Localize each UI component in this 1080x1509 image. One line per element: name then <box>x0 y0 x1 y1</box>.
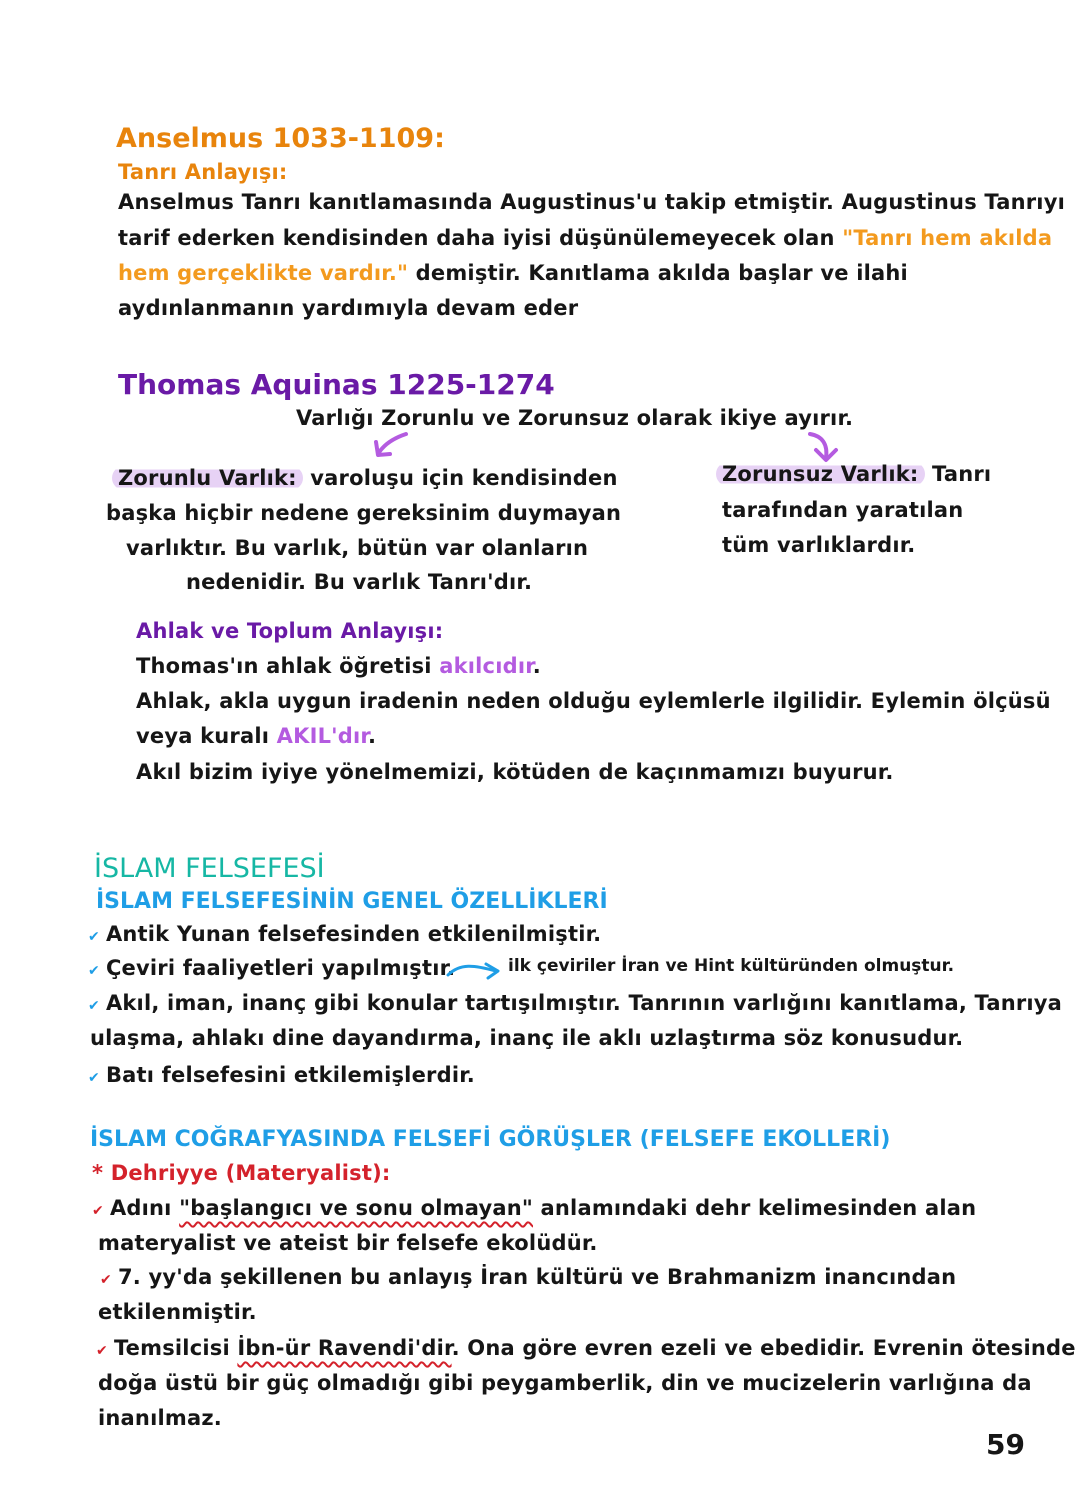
dehriyye-bullet-3 <box>96 1336 1076 1360</box>
zorunlu-line1 <box>112 466 618 490</box>
zorunsuz-label: Zorunsuz Varlık: <box>716 462 925 486</box>
islam-b1-text: Antik Yunan felsefesinden etkilenilmiştir. <box>105 922 602 946</box>
anselmus-quote-start: "Tanrı hem akılda <box>842 226 1053 250</box>
anselmus-title: Anselmus 1033-1109: <box>116 123 445 154</box>
anselmus-line3 <box>118 261 908 285</box>
dehriyye-bullet-3-cont2: inanılmaz. <box>98 1406 222 1430</box>
zorunlu-line4: nedenidir. Bu varlık Tanrı'dır. <box>186 570 533 594</box>
dehriyye-bullet-1-cont: materyalist ve ateist bir felsefe ekolüdür. <box>98 1231 598 1255</box>
anselmus-subtitle: Tanrı Anlayışı: <box>118 160 288 184</box>
ahlak-line3-text: veya kuralı <box>136 724 277 748</box>
aquinas-title: Thomas Aquinas 1225-1274 <box>118 368 555 401</box>
d3-text-a: Temsilcisi <box>113 1336 238 1360</box>
islam-b2-note: ilk çeviriler İran ve Hint kültüründen olmuştur. <box>508 956 955 976</box>
aquinas-intro: Varlığı Zorunlu ve Zorunsuz olarak ikiye ayırır. <box>296 406 854 430</box>
zorunlu-line2: başka hiçbir nedene gereksinim duymayan <box>106 501 622 525</box>
dehriyye-bullet-2 <box>100 1265 956 1289</box>
arrow-right-icon <box>806 430 846 464</box>
anselmus-line2-text: tarif ederken kendisinden daha iyisi düşünülemeyecek olan <box>118 226 843 250</box>
zorunlu-line3: varlıktır. Bu varlık, bütün var olanların <box>126 536 589 560</box>
zorunlu-text1: varoluşu için kendisinden <box>302 466 618 490</box>
zorunsuz-text1: Tanrı <box>924 462 992 486</box>
check-icon: ✔ <box>88 1070 100 1086</box>
page-number: 59 <box>986 1428 1025 1461</box>
d1-quote: "başlangıcı ve sonu olmayan" <box>179 1196 534 1220</box>
dehriyye-bullet-3-cont: doğa üstü bir güç olmadığı gibi peygamberlik, din ve mucizelerin varlığına da <box>98 1371 1032 1395</box>
islam-bullet-3-cont: ulaşma, ahlakı dine dayandırma, inanç ile aklı uzlaştırma söz konusudur. <box>90 1026 964 1050</box>
zorunsuz-line2: tarafından yaratılan <box>722 498 964 522</box>
ahlak-line1-text: Thomas'ın ahlak öğretisi <box>136 654 440 678</box>
check-icon: ✔ <box>92 1203 104 1219</box>
anselmus-line3-text: demiştir. Kanıtlama akılda başlar ve ilahi <box>408 261 908 285</box>
ahlak-line2: Ahlak, akla uygun iradenin neden olduğu eylemlerle ilgilidir. Eylemin ölçüsü <box>136 689 1051 713</box>
anselmus-quote-end: hem gerçeklikte vardır." <box>118 261 409 285</box>
ahlak-title: Ahlak ve Toplum Anlayışı: <box>136 619 444 643</box>
check-icon: ✔ <box>88 998 100 1014</box>
d3-ravendi: İbn-ür Ravendi'dir <box>237 1336 452 1360</box>
ahlak-line1-end: . <box>532 654 541 678</box>
check-icon: ✔ <box>96 1343 108 1359</box>
islam-bullet-1 <box>88 922 601 946</box>
ekoller-title: İSLAM COĞRAFYASINDA FELSEFİ GÖRÜŞLER (FELSEFE EKOLLERİ) <box>90 1127 891 1152</box>
ahlak-line4: Akıl bizim iyiye yönelmemizi, kötüden de kaçınmamızı buyurur. <box>136 760 894 784</box>
islam-title: İSLAM FELSEFESİ <box>94 853 325 884</box>
islam-subtitle: İSLAM FELSEFESİNİN GENEL ÖZELLİKLERİ <box>96 889 608 914</box>
ahlak-line3-end: . <box>368 724 377 748</box>
check-icon: ✔ <box>100 1272 112 1288</box>
ahlak-line1 <box>136 654 541 678</box>
ahlak-akil: AKIL'dır <box>276 724 368 748</box>
islam-b4-text: Batı felsefesini etkilemişlerdir. <box>105 1063 475 1087</box>
d1-text-c: anlamındaki dehr kelimesinden alan <box>533 1196 977 1220</box>
zorunsuz-line3: tüm varlıklardır. <box>722 533 916 557</box>
islam-bullet-2 <box>88 956 455 980</box>
islam-bullet-3 <box>88 991 1062 1015</box>
islam-b3-text: Akıl, iman, inanç gibi konular tartışılmıştır. Tanrının varlığını kanıtlama, Tanrıya <box>105 991 1063 1015</box>
anselmus-line2 <box>118 226 1052 250</box>
ahlak-line3 <box>136 724 376 748</box>
check-icon: ✔ <box>88 963 100 979</box>
zorunsuz-line1 <box>716 462 991 486</box>
zorunlu-label: Zorunlu Varlık: <box>112 466 303 490</box>
d2-text: 7. yy'da şekillenen bu anlayış İran kültürü ve Brahmanizm inancından <box>117 1265 957 1289</box>
ahlak-akilci: akılcıdır <box>439 654 533 678</box>
anselmus-line1: Anselmus Tanrı kanıtlamasında Augustinus'u takip etmiştir. Augustinus Tanrıyı <box>118 190 1065 214</box>
check-icon: ✔ <box>88 929 100 945</box>
d1-text-a: Adını <box>109 1196 180 1220</box>
dehriyye-bullet-2-cont: etkilenmiştir. <box>98 1300 257 1324</box>
islam-b2-text: Çeviri faaliyetleri yapılmıştır. <box>105 956 456 980</box>
islam-bullet-4 <box>88 1063 475 1087</box>
anselmus-line4: aydınlanmanın yardımıyla devam eder <box>118 296 579 320</box>
dehriyye-bullet-1 <box>92 1196 976 1220</box>
arrow-left-icon <box>372 430 412 460</box>
arrow-right-icon <box>446 961 502 981</box>
d3-text-c: . Ona göre evren ezeli ve ebedidir. Evrenin ötesinde <box>451 1336 1076 1360</box>
dehriyye-title: * Dehriyye (Materyalist): <box>92 1161 391 1185</box>
